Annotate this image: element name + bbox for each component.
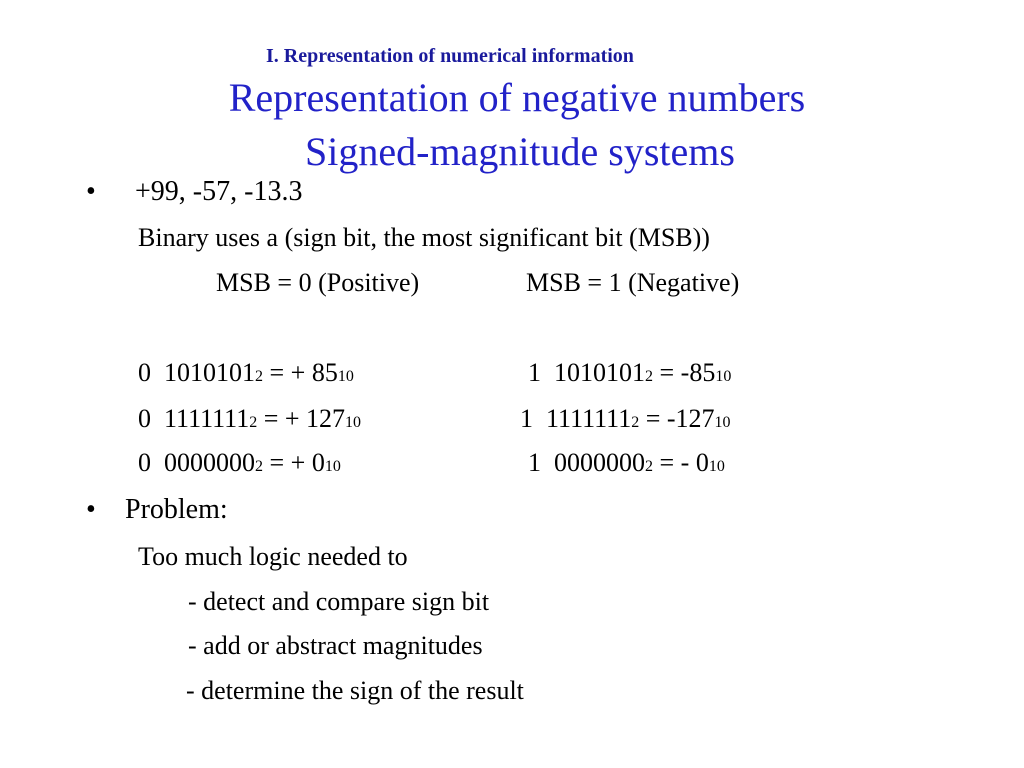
base-subscript: 10 xyxy=(337,368,354,385)
list-item-detect: - detect and compare sign bit xyxy=(188,587,490,616)
decimal-value: = -85 xyxy=(659,358,716,387)
base-subscript: 10 xyxy=(714,414,731,431)
msb-negative-text: MSB = 1 (Negative) xyxy=(526,268,740,297)
section-header: I. Representation of numerical information xyxy=(266,45,634,67)
decimal-value: = + 85 xyxy=(269,358,338,387)
too-much-logic-text: Too much logic needed to xyxy=(138,542,408,571)
example-row-right xyxy=(520,404,731,434)
sign-bit: 0 xyxy=(138,358,151,387)
base-subscript: 10 xyxy=(345,414,362,431)
bullet-text-problem: Problem: xyxy=(125,494,228,525)
msb-positive-text: MSB = 0 (Positive) xyxy=(216,268,420,297)
magnitude-bits: 1111111 xyxy=(546,404,632,433)
binary-uses-text: Binary uses a (sign bit, the most significant bit (MSB)) xyxy=(138,223,710,252)
decimal-value: = - 0 xyxy=(659,448,709,477)
sign-bit: 0 xyxy=(138,404,151,433)
example-row-left xyxy=(138,404,361,434)
list-item-add: - add or abstract magnitudes xyxy=(188,631,483,660)
sign-bit: 0 xyxy=(138,448,151,477)
decimal-value: = + 127 xyxy=(263,404,346,433)
magnitude-bits: 1111111 xyxy=(164,404,250,433)
list-item-determine: - determine the sign of the result xyxy=(186,676,524,705)
magnitude-bits: 1010101 xyxy=(164,358,255,387)
base-subscript: 10 xyxy=(324,458,341,475)
example-row-right xyxy=(528,448,725,478)
base-subscript: 10 xyxy=(715,368,732,385)
sign-bit: 1 xyxy=(528,448,541,477)
example-row-right xyxy=(528,358,731,388)
base-subscript: 2 xyxy=(631,414,640,431)
magnitude-bits: 0000000 xyxy=(554,448,645,477)
sign-bit: 1 xyxy=(520,404,533,433)
bullet-text-numbers: +99, -57, -13.3 xyxy=(135,176,303,207)
bullet-marker: • xyxy=(86,494,96,525)
base-subscript: 2 xyxy=(255,458,263,475)
magnitude-bits: 1010101 xyxy=(554,358,645,387)
sign-bit: 1 xyxy=(528,358,541,387)
magnitude-bits: 0000000 xyxy=(164,448,255,477)
base-subscript: 10 xyxy=(708,458,725,475)
base-subscript: 2 xyxy=(249,414,258,431)
bullet-marker: • xyxy=(86,176,96,207)
decimal-value: = -127 xyxy=(645,404,715,433)
example-row-left xyxy=(138,358,354,388)
base-subscript: 2 xyxy=(645,458,653,475)
base-subscript: 2 xyxy=(255,368,263,385)
example-row-left xyxy=(138,448,341,478)
slide-title-line1: Representation of negative numbers xyxy=(228,75,806,120)
base-subscript: 2 xyxy=(645,368,653,385)
slide-title-line2: Signed-magnitude systems xyxy=(305,129,735,174)
decimal-value: = + 0 xyxy=(269,448,325,477)
